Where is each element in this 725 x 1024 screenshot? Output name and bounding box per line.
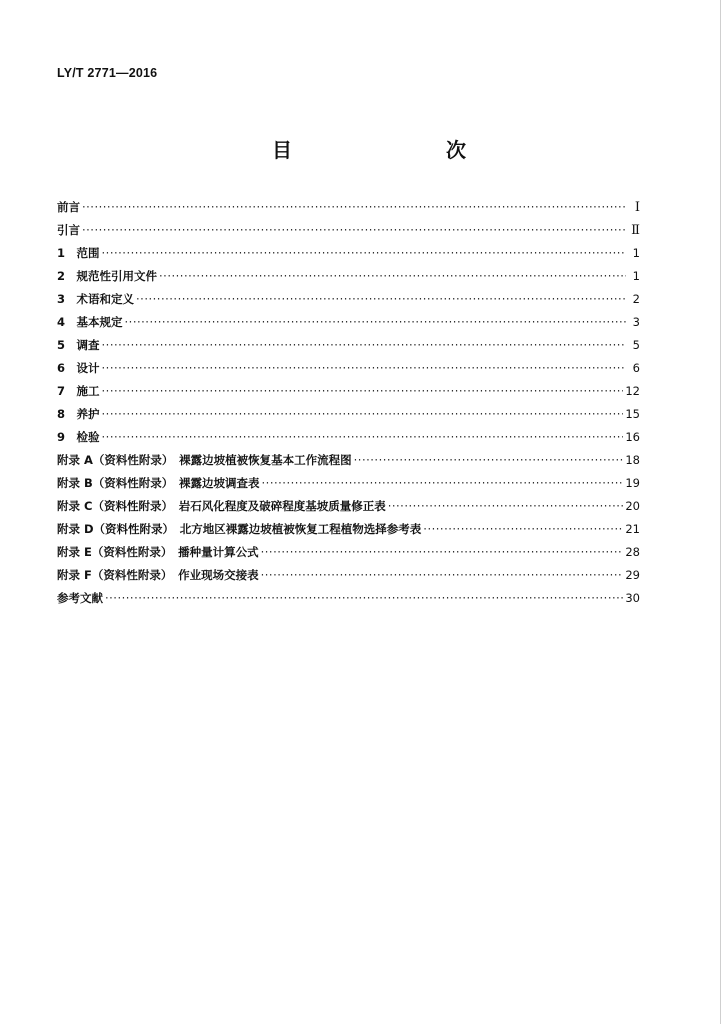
toc-entry[interactable] — [57, 265, 640, 288]
toc-entry-label: 3 术语和定义 — [57, 292, 135, 306]
toc-dot-leader — [136, 288, 626, 311]
toc-entry-page-number: 16 — [625, 430, 640, 444]
toc-entry-label: 7 施工 — [57, 384, 100, 398]
toc-entry-label: 6 设计 — [57, 361, 100, 375]
toc-entry-page-number: Ⅱ — [631, 223, 640, 238]
toc-entry[interactable] — [57, 311, 640, 334]
toc-entry[interactable] — [57, 449, 640, 472]
toc-entry-page-number: 30 — [625, 591, 640, 605]
standard-code: LY/T 2771—2016 — [57, 66, 158, 80]
toc-entry-label: 附录 F（资料性附录） 作业现场交接表 — [57, 568, 259, 582]
toc-entry-page-number: 3 — [632, 315, 640, 329]
toc-dot-leader — [102, 334, 626, 357]
toc-entry[interactable] — [57, 541, 640, 564]
toc-entry-label: 4 基本规定 — [57, 315, 123, 329]
toc-entry[interactable] — [57, 495, 640, 518]
toc-entry[interactable] — [57, 426, 640, 449]
toc-entry-label: 前言 — [57, 200, 80, 214]
toc-entry-page-number: 12 — [625, 384, 640, 398]
toc-entry-page-number: 2 — [632, 292, 640, 306]
toc-entry-page-number: 29 — [625, 568, 640, 582]
toc-dot-leader — [102, 403, 624, 426]
toc-dot-leader — [423, 518, 623, 541]
toc-entry[interactable] — [57, 403, 640, 426]
toc-entry[interactable] — [57, 564, 640, 587]
toc-entry-label: 附录 A（资料性附录） 裸露边坡植被恢复基本工作流程图 — [57, 453, 352, 467]
toc-entry[interactable] — [57, 288, 640, 311]
toc-dot-leader — [102, 426, 624, 449]
toc-entry-page-number: 15 — [625, 407, 640, 421]
toc-dot-leader — [262, 472, 624, 495]
toc-entry-page-number: 5 — [632, 338, 640, 352]
toc-entry[interactable] — [57, 196, 640, 219]
toc-entry-label: 附录 E（资料性附录） 播种量计算公式 — [57, 545, 259, 559]
toc-dot-leader — [102, 380, 624, 403]
toc-dot-leader — [125, 311, 626, 334]
toc-dot-leader — [159, 265, 626, 288]
toc-entry-page-number: 21 — [625, 522, 640, 536]
toc-entry-page-number: 1 — [632, 269, 640, 283]
toc-entry-page-number: 20 — [625, 499, 640, 513]
toc-dot-leader — [105, 587, 623, 610]
toc-entry-label: 参考文献 — [57, 591, 103, 605]
toc-entry-label: 1 范围 — [57, 246, 100, 260]
toc-entry-page-number: 18 — [625, 453, 640, 467]
toc-dot-leader — [102, 357, 626, 380]
toc-entry-label: 附录 C（资料性附录） 岩石风化程度及破碎程度基坡质量修正表 — [57, 499, 386, 513]
toc-entry-label: 5 调查 — [57, 338, 100, 352]
toc-entry-label: 2 规范性引用文件 — [57, 269, 158, 283]
toc-entry[interactable] — [57, 219, 640, 242]
toc-entry[interactable] — [57, 242, 640, 265]
toc-entry-page-number: 6 — [632, 361, 640, 375]
toc-entry-page-number: 1 — [632, 246, 640, 260]
toc-entry[interactable] — [57, 587, 640, 610]
toc-dot-leader — [82, 219, 626, 242]
table-of-contents — [57, 196, 640, 610]
toc-entry-label: 引言 — [57, 223, 80, 237]
toc-dot-leader — [82, 196, 626, 219]
toc-dot-leader — [388, 495, 624, 518]
toc-entry-label: 8 养护 — [57, 407, 100, 421]
page-title: 目 次 — [272, 138, 504, 162]
toc-entry[interactable] — [57, 472, 640, 495]
toc-entry[interactable] — [57, 357, 640, 380]
toc-entry-label: 9 检验 — [57, 430, 100, 444]
toc-dot-leader — [102, 242, 626, 265]
toc-entry-page-number: 28 — [625, 545, 640, 559]
toc-entry-page-number: Ⅰ — [634, 200, 640, 215]
toc-entry[interactable] — [57, 334, 640, 357]
toc-dot-leader — [354, 449, 624, 472]
toc-dot-leader — [261, 541, 624, 564]
toc-entry[interactable] — [57, 380, 640, 403]
toc-entry-page-number: 19 — [625, 476, 640, 490]
toc-entry-label: 附录 B（资料性附录） 裸露边坡调查表 — [57, 476, 260, 490]
toc-dot-leader — [261, 564, 624, 587]
toc-entry-label: 附录 D（资料性附录） 北方地区裸露边坡植被恢复工程植物选择参考表 — [57, 522, 422, 536]
toc-entry[interactable] — [57, 518, 640, 541]
